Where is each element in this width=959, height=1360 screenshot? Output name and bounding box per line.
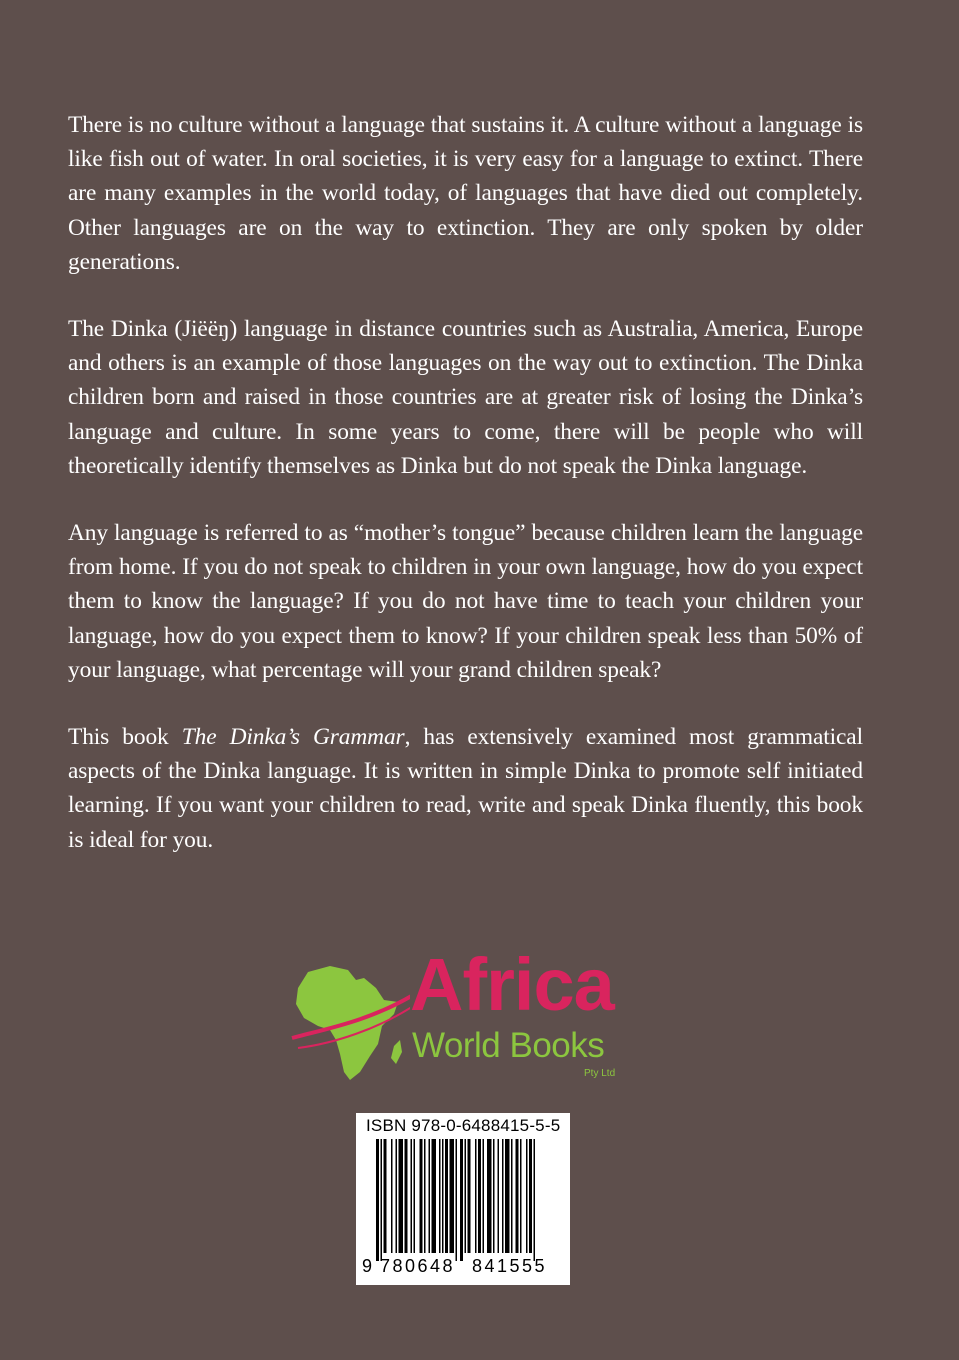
isbn-barcode — [356, 1113, 570, 1285]
blurb-paragraph-3: Any language is referred to as “mother’s tongue” because children learn the language from home. If you do not speak to children in your own language, how do you expect them to know the language? If you do not have time to teach your children your language, how do you expect them to know? If your children speak less than 50% of your language, what percentage will your grand children speak? — [68, 520, 863, 683]
back-cover-blurb — [68, 108, 863, 890]
blurb-paragraph-2: The Dinka (Jiëëŋ) language in distance countries such as Australia, America, Europe and others is an example of those languages on the way out to extinction. The Dinka children born and raised in those countries are at greater risk of losing the Dinka’s language and culture. In some years to come, there will be people who will theoretically identify themselves as Dinka but do not speak the Dinka language. — [68, 316, 863, 479]
publisher-logo — [290, 943, 650, 1090]
blurb-paragraph-4 — [68, 720, 863, 857]
publisher-name-world-books: World Books — [412, 1026, 605, 1065]
barcode-digits-right: 841555 — [472, 1256, 548, 1276]
blurb-paragraph-1: There is no culture without a language that sustains it. A culture without a language is like fish out of water. In oral societies, it is very easy for a language to extinct. There are many examples in the world today, of languages that have died out completely. Other languages are on the way to extinction. They are only spoken by older generations. — [68, 112, 863, 275]
isbn-label: ISBN 978-0-6488415-5-5 — [366, 1116, 561, 1135]
barcode-digits-left: 780648 — [380, 1256, 456, 1276]
publisher-suffix: Pty Ltd — [584, 1068, 616, 1079]
blurb-paragraph-4-lead: This book — [68, 724, 182, 751]
blurb-paragraph-4-rest: , has extensively examined most grammatical aspects of the Dinka language. It is written in simple Dinka to promote self initiated learning. If you want your children to read, write and speak Dinka fluently, this book is ideal for you. — [68, 724, 863, 853]
africa-map-icon — [290, 960, 410, 1090]
barcode-digit-first: 9 — [362, 1256, 373, 1276]
publisher-name-africa: Africa — [410, 943, 614, 1026]
book-title-italic: The Dinka’s Grammar — [181, 724, 405, 751]
